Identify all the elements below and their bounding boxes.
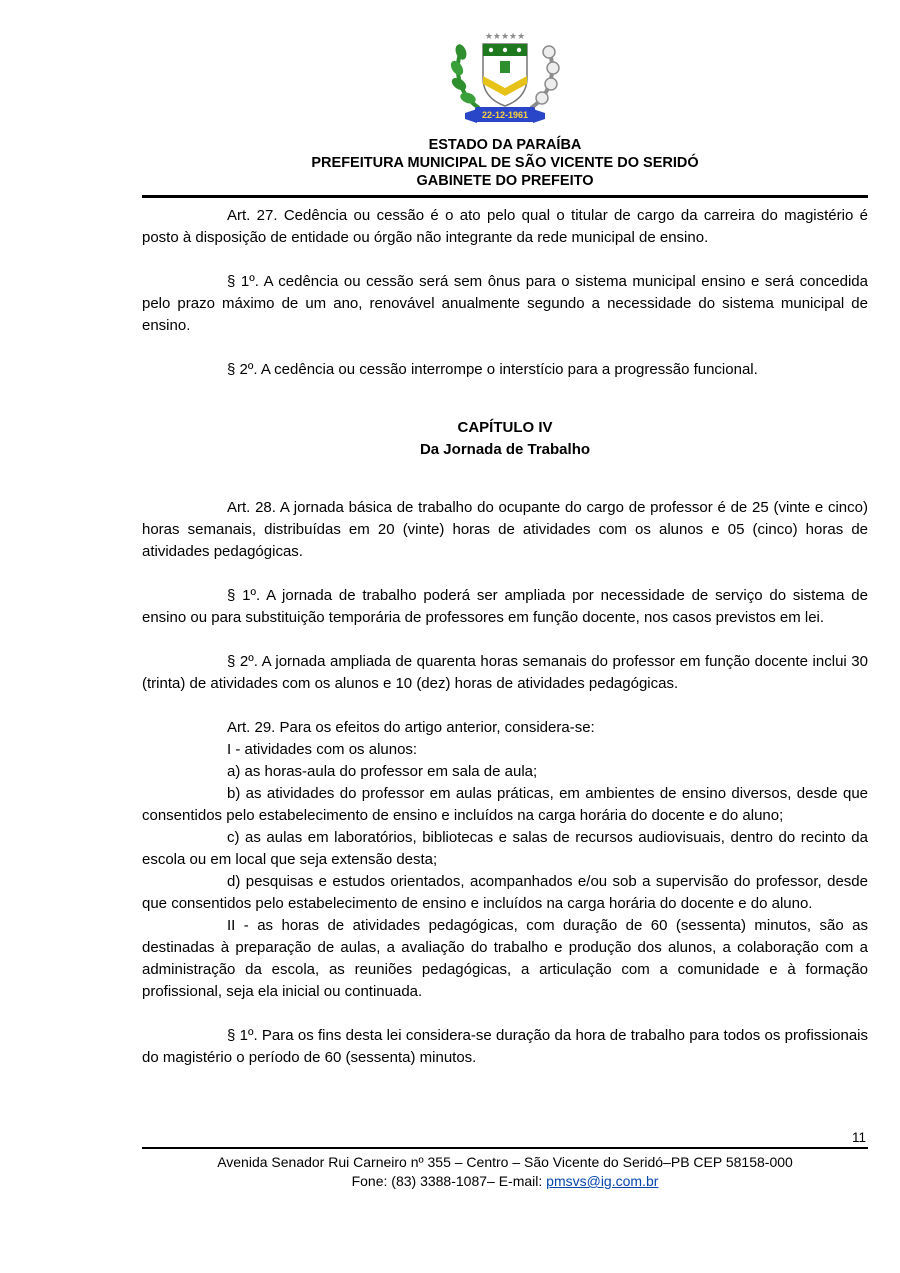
crest-right-branch [531,46,559,108]
crest-banner-text: 22-12-1961 [481,110,529,120]
crest-left-branch [448,43,479,108]
page-number: 11 [851,1130,866,1145]
chapter-title: CAPÍTULO IV [457,419,553,436]
header-lines [142,136,868,190]
email-link[interactable]: pmsvs@ig.com.br [546,1173,659,1189]
paragraph-art-29: Art. 29. Para os efeitos do artigo anterior, considera-se: [227,719,595,736]
coat-of-arms-image [441,28,569,132]
list-item-b: b) as atividades do professor em aulas práticas, em ambientes de ensino diversos, desde que consentidos pelo estabelecimento de ensino e incluídos na carga horária do docente e do aluno; [142,785,868,824]
document-body [142,198,868,1069]
crest-banner [465,107,545,123]
paragraph-art-28: Art. 28. A jornada básica de trabalho do ocupante do cargo de professor é de 25 (vinte e cinco) horas semanais, distribuídas em 20 (vinte) horas de atividades com os alunos e 05 (cinco) horas de atividades pedagógicas. [142,499,868,560]
paragraph-art-29-s1: § 1º. Para os fins desta lei considera-se duração da hora de trabalho para todos os profissionais do magistério o período de 60 (sessenta) minutos. [142,1027,868,1066]
header-state: ESTADO DA PARAÍBA [428,137,582,153]
paragraph-art-27: Art. 27. Cedência ou cessão é o ato pelo qual o titular de cargo da carreira do magistério é posto à disposição de entidade ou órgão não integrante da rede municipal de ensino. [142,207,868,246]
header-municipality: PREFEITURA MUNICIPAL DE SÃO VICENTE DO SERIDÓ [311,155,699,171]
document-header [142,0,868,198]
footer-address: Avenida Senador Rui Carneiro nº 355 – Centro – São Vicente do Seridó–PB CEP 58158-000 [217,1154,793,1170]
footer-phone: Fone: (83) 3388-1087– E-mail: [351,1173,547,1189]
coat-of-arms [142,28,868,132]
paragraph-art-27-s1: § 1º. A cedência ou cessão será sem ônus para o sistema municipal ensino e será concedida pelo prazo máximo de um ano, renovável anualmente segundo a necessidade do sistema municipal de ensino. [142,273,868,334]
list-item-II: II - as horas de atividades pedagógicas, com duração de 60 (sessenta) minutos, são as destinadas à preparação de aulas, a avaliação do trabalho e produção dos alunos, a colaboração com a administração da escola, as reuniões pedagógicas, a articulação com a comunidade e à formação profissional, seja ela inicial ou continuada. [142,917,868,1000]
document-footer [142,1147,868,1191]
footer-rule [142,1147,868,1149]
header-office: GABINETE DO PREFEITO [416,173,594,189]
crest-stars: ★★★★★ [484,31,526,41]
paragraph-art-28-s1: § 1º. A jornada de trabalho poderá ser ampliada por necessidade de serviço do sistema de ensino ou para substituição temporária de professores em função docente, nos casos previstos em lei. [142,587,868,626]
list-item-c: c) as aulas em laboratórios, bibliotecas e salas de recursos audiovisuais, dentro do recinto da escola ou em local que seja extensão desta; [142,829,868,868]
paragraph-art-27-s2: § 2º. A cedência ou cessão interrompe o interstício para a progressão funcional. [227,361,758,378]
chapter-subtitle: Da Jornada de Trabalho [419,441,591,458]
crest-shield [483,44,527,106]
list-item-a: a) as horas-aula do professor em sala de aula; [227,763,538,780]
footer-contact [142,1172,868,1191]
list-item-d: d) pesquisas e estudos orientados, acompanhados e/ou sob a supervisão do professor, desde que consentidos pelo estabelecimento de ensino e incluídos na carga horária do docente e do aluno. [142,873,868,912]
list-item-I: I - atividades com os alunos: [227,741,418,758]
paragraph-art-28-s2: § 2º. A jornada ampliada de quarenta horas semanais do professor em função docente inclui 30 (trinta) de atividades com os alunos e 10 (dez) horas de atividades pedagógicas. [142,653,868,692]
